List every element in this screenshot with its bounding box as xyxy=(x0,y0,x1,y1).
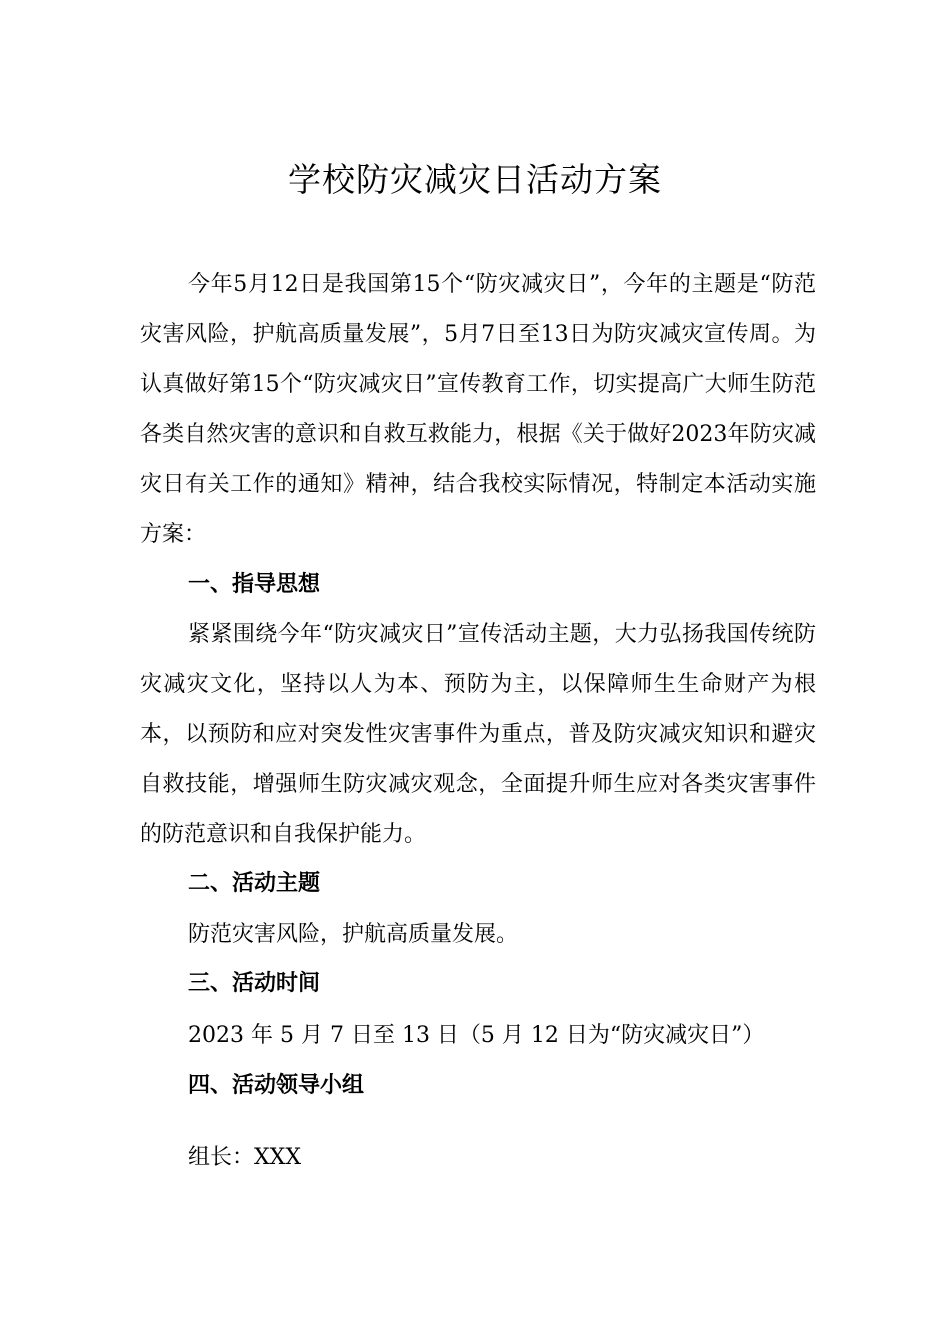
theme-text: 防范灾害风险，护航高质量发展。 xyxy=(188,922,519,947)
intro-paragraph: 今年5月12日是我国第15个“防灾减灾日”，今年的主题是“防范灾害风险，护航高质量发展”，5月7日至13日为防灾减灾宣传周。为认真做好第15个“防灾减灾日”宣传教育工作，切实提高广大师生防范各类自然灾害的意识和自救互救能力，根据《关于做好2023年防灾减灾日有关工作的通知》精神，结合我校实际情况，特制定本活动实施方案： xyxy=(140,272,816,547)
section-heading-time: 三、活动时间 xyxy=(188,971,321,996)
document-title: 学校防灾减灾日活动方案 xyxy=(288,160,662,199)
group-leader-text: 组长：XXX xyxy=(188,1145,301,1170)
guiding-thought-block xyxy=(140,610,816,860)
section-heading-leadership-group: 四、活动领导小组 xyxy=(188,1073,365,1098)
guiding-thought-paragraph: 紧紧围绕今年“防灾减灾日”宣传活动主题，大力弘扬我国传统防灾减灾文化，坚持以人为本、预防为主，以保障师生生命财产为根本，以预防和应对突发性灾害事件为重点，普及防灾减灾知识和避灾自救技能，增强师生防灾减灾观念，全面提升师生应对各类灾害事件的防范意识和自我保护能力。 xyxy=(140,622,816,847)
time-text: 2023 年 5 月 7 日至 13 日（5 月 12 日为“防灾减灾日”） xyxy=(188,1023,765,1048)
section-heading-guiding-thought: 一、指导思想 xyxy=(188,572,321,597)
intro-block xyxy=(140,260,816,560)
section-heading-theme: 二、活动主题 xyxy=(188,871,321,896)
